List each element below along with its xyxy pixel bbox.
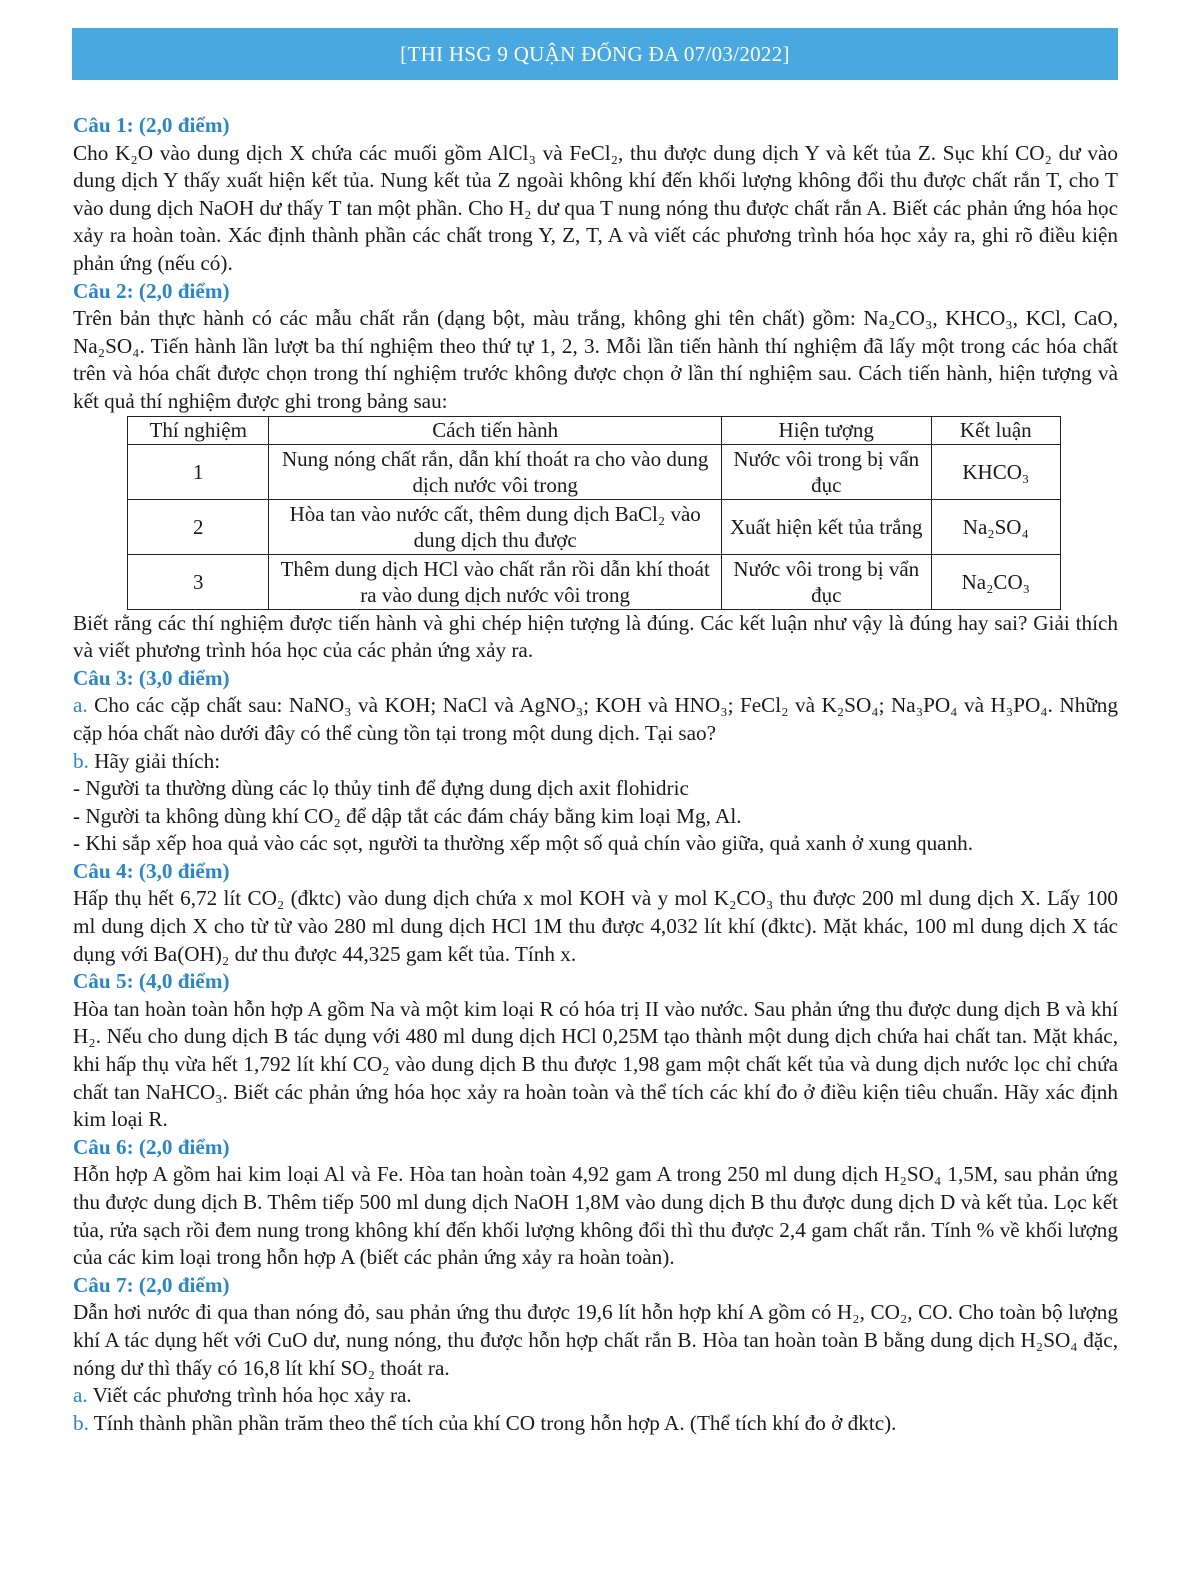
- q6-heading: Câu 6: (2,0 điểm): [73, 1134, 230, 1159]
- q4-body: Hấp thụ hết 6,72 lít CO₂ (đktc) vào dung dịch chứa x mol KOH và y mol K₂CO₃ thu được 200 ml dung dịch X. Lấy 100 ml dung dịch X cho từ từ vào 280 ml dung dịch HCl 1M thu được 4,032 lít khí (đktc). Mặt khác, 100 ml dung dịch X tác dụng với Ba(OH)₂ dư thu được 44,325 gam kết tủa. Tính x.: [73, 886, 1118, 966]
- q3-b-text: Hãy giải thích:: [88, 748, 221, 773]
- table-cell: Nước vôi trong bị vẩn đục: [721, 554, 931, 609]
- table-cell: Nung nóng chất rắn, dẫn khí thoát ra cho vào dung dịch nước vôi trong: [269, 444, 721, 499]
- q7-b-label: b.: [73, 1410, 89, 1435]
- exam-title: [THI HSG 9 QUẬN ĐỐNG ĐA 07/03/2022]: [400, 41, 790, 66]
- q3-bullet: - Người ta thường dùng các lọ thủy tinh để đựng dung dịch axit flohidric: [73, 776, 689, 801]
- exam-content: [73, 112, 1118, 1437]
- table-cell: 2: [128, 499, 269, 554]
- table-cell: Thêm dung dịch HCl vào chất rắn rồi dẫn khí thoát ra vào dung dịch nước vôi trong: [269, 554, 721, 609]
- q3-bullet: - Người ta không dùng khí CO₂ để dập tắt các đám cháy bằng kim loại Mg, Al.: [73, 803, 742, 828]
- table-cell: Hòa tan vào nước cất, thêm dung dịch BaCl₂ vào dung dịch thu được: [269, 499, 721, 554]
- q3-bullet: - Khi sắp xếp hoa quả vào các sọt, người ta thường xếp một số quả chín vào giữa, quả xanh ở xung quanh.: [73, 831, 974, 856]
- q6-body: Hỗn hợp A gồm hai kim loại Al và Fe. Hòa tan hoàn toàn 4,92 gam A trong 250 ml dung dịch H₂SO₄ 1,5M, sau phản ứng thu được dung dịch B. Thêm tiếp 500 ml dung dịch NaOH 1,8M vào dung dịch B thu được dung dịch D và kết tủa. Lọc kết tủa, rửa sạch rồi đem nung trong không khí đến khối lượng không đổi thì thu được 2,4 gam chất rắn. Tính % về khối lượng của các kim loại trong hỗn hợp A (biết các phản ứng xảy ra hoàn toàn).: [73, 1162, 1118, 1270]
- table-cell: Xuất hiện kết tủa trắng: [721, 499, 931, 554]
- q7-part-a: [73, 1382, 1118, 1410]
- exam-header-banner: [72, 28, 1118, 80]
- col-header-procedure: Cách tiến hành: [269, 416, 721, 444]
- q7-a-text: Viết các phương trình hóa học xảy ra.: [87, 1383, 412, 1408]
- q7-b-text: Tính thành phần phần trăm theo thể tích của khí CO trong hỗn hợp A. (Thể tích khí đo ở đktc).: [88, 1410, 897, 1435]
- experiment-table: [127, 416, 1061, 610]
- table-header-row: [128, 416, 1061, 444]
- table-cell: Na₂SO₄: [931, 499, 1060, 554]
- q2-after-text: Biết rằng các thí nghiệm được tiến hành và ghi chép hiện tượng là đúng. Các kết luận như vậy là đúng hay sai? Giải thích và viết phương trình hóa học của các phản ứng xảy ra.: [73, 610, 1118, 663]
- q7-body: Dẫn hơi nước đi qua than nóng đỏ, sau phản ứng thu được 19,6 lít hỗn hợp khí A gồm có H₂, CO₂, CO. Cho toàn bộ lượng khí A tác dụng hết với CuO dư, nung nóng, thu được hỗn hợp chất rắn B. Hòa tan hoàn toàn B bằng dung dịch H₂SO₄ đặc, nóng dư thì thấy có 16,8 lít khí SO₂ thoát ra.: [73, 1300, 1118, 1380]
- q1-body: Cho K₂O vào dung dịch X chứa các muối gồm AlCl₃ và FeCl₂, thu được dung dịch Y và kết tủa Z. Sục khí CO₂ dư vào dung dịch Y thấy xuất hiện kết tủa. Nung kết tủa Z ngoài không khí đến khối lượng không đổi thu được chất rắn T, cho T vào dung dịch NaOH dư thấy T tan một phần. Cho H₂ dư qua T nung nóng thu được chất rắn A. Biết các phản ứng hóa học xảy ra hoàn toàn. Xác định thành phần các chất trong Y, Z, T, A và viết các phương trình hóa học xảy ra, ghi rõ điều kiện phản ứng (nếu có).: [73, 140, 1118, 275]
- q5-heading: Câu 5: (4,0 điểm): [73, 969, 230, 994]
- table-row: [128, 444, 1061, 499]
- q3-part-a: [73, 692, 1118, 747]
- q3-a-label: a.: [73, 693, 88, 718]
- q7-part-b: [73, 1410, 1118, 1438]
- table-cell: KHCO₃: [931, 444, 1060, 499]
- q3-part-b: [73, 748, 1118, 776]
- q3-a-text: Cho các cặp chất sau: NaNO₃ và KOH; NaCl và AgNO₃; KOH và HNO₃; FeCl₂ và K₂SO₄; Na₃PO₄ và H₃PO₄. Những cặp hóa chất nào dưới đây có thể cùng tồn tại trong một dung dịch. Tại sao?: [73, 693, 1118, 745]
- q4-heading: Câu 4: (3,0 điểm): [73, 858, 230, 883]
- table-row: [128, 499, 1061, 554]
- q2-heading: Câu 2: (2,0 điểm): [73, 278, 230, 303]
- q7-heading: Câu 7: (2,0 điểm): [73, 1272, 230, 1297]
- q3-b-label: b.: [73, 748, 89, 773]
- col-header-conclusion: Kết luận: [931, 416, 1060, 444]
- table-cell: 1: [128, 444, 269, 499]
- col-header-phenomenon: Hiện tượng: [721, 416, 931, 444]
- table-row: [128, 554, 1061, 609]
- table-cell: Nước vôi trong bị vẩn đục: [721, 444, 931, 499]
- table-cell: Na₂CO₃: [931, 554, 1060, 609]
- table-cell: 3: [128, 554, 269, 609]
- q7-a-label: a.: [73, 1383, 88, 1408]
- col-header-experiment: Thí nghiệm: [128, 416, 269, 444]
- q3-heading: Câu 3: (3,0 điểm): [73, 665, 230, 690]
- q2-body: Trên bản thực hành có các mẫu chất rắn (dạng bột, màu trắng, không ghi tên chất) gồm: Na₂CO₃, KHCO₃, KCl, CaO, Na₂SO₄. Tiến hành lần lượt ba thí nghiệm theo thứ tự 1, 2, 3. Mỗi lần tiến hành thí nghiệm đã lấy một trong các hóa chất trên và hóa chất được chọn trong thí nghiệm trước không được chọn ở lần thí nghiệm sau. Cách tiến hành, hiện tượng và kết quả thí nghiệm được ghi trong bảng sau:: [73, 306, 1118, 413]
- q5-body: Hòa tan hoàn toàn hỗn hợp A gồm Na và một kim loại R có hóa trị II vào nước. Sau phản ứng thu được dung dịch B và khí H₂. Nếu cho dung dịch B tác dụng với 480 ml dung dịch HCl 0,25M tạo thành một dung dịch chứa hai chất tan. Mặt khác, khi hấp thụ vừa hết 1,792 lít khí CO₂ vào dung dịch B thu được 1,98 gam một chất kết tủa và dung dịch nước lọc chỉ chứa chất tan NaHCO₃. Biết các phản ứng hóa học xảy ra hoàn toàn và thể tích các khí đo ở điều kiện tiêu chuẩn. Hãy xác định kim loại R.: [73, 996, 1118, 1132]
- q1-heading: Câu 1: (2,0 điểm): [73, 113, 230, 137]
